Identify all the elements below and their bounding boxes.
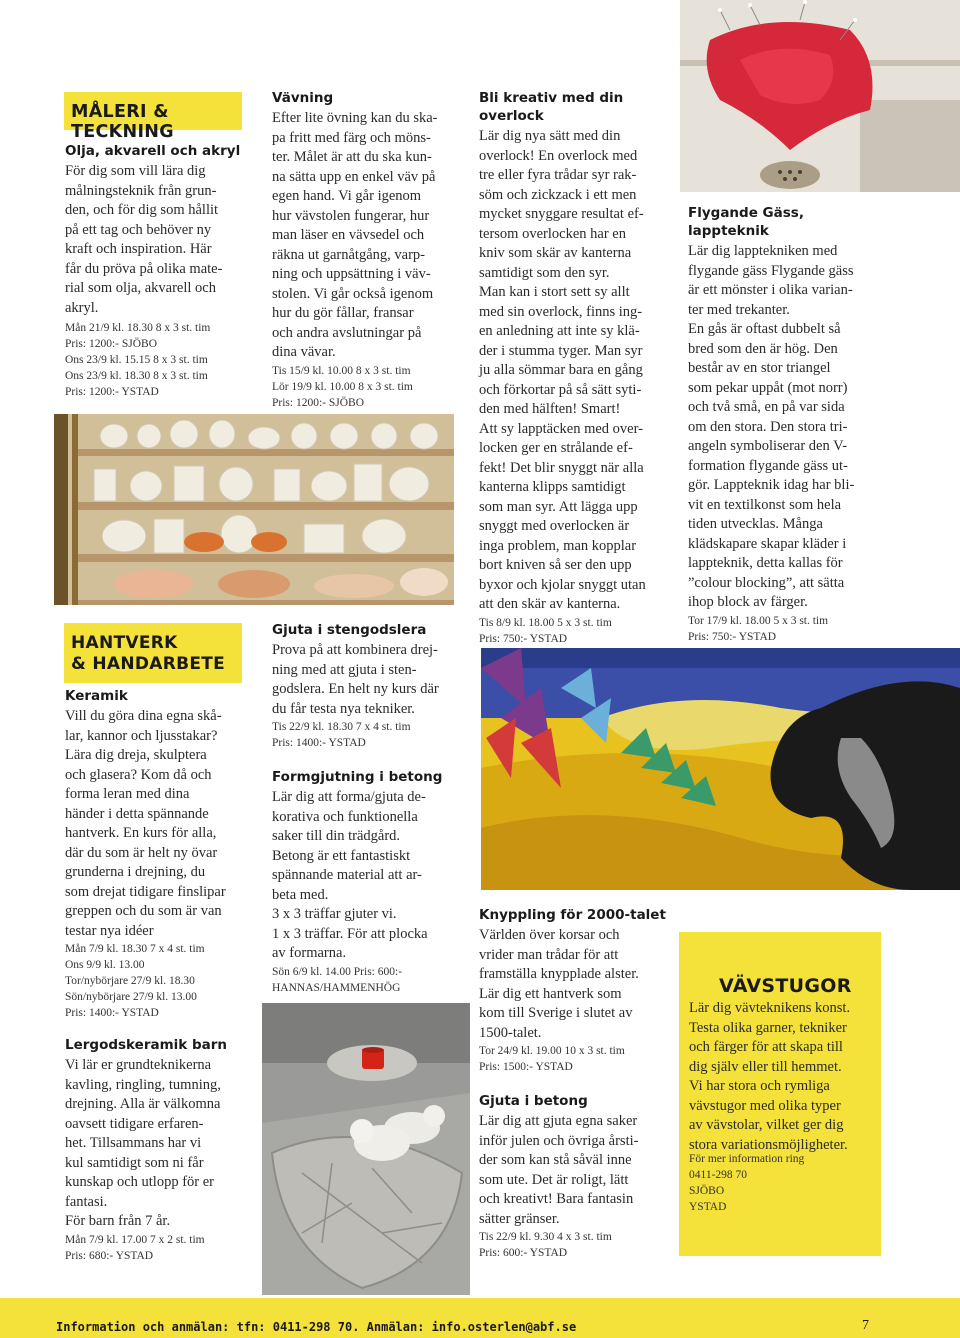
text-line: en anledning att inte sy klä-	[479, 323, 640, 339]
text-line: stora variationsmöjligheter.	[689, 1136, 848, 1153]
text-line: Efter lite övning kan du ska-	[272, 110, 438, 126]
text-line: Lär dig att forma/gjuta de-	[272, 789, 426, 805]
text-line: drejning. Alla är välkomna	[65, 1096, 221, 1112]
maleri-schedule	[65, 320, 255, 400]
text-line: klädskapare skapar kläder i	[688, 535, 847, 552]
text-line: framställa knypplade alster.	[479, 966, 639, 982]
schedule-line: Pris: 1500:- YSTAD	[479, 1061, 573, 1073]
text-line: fekt! Det blir snyggt när alla	[479, 459, 644, 476]
text-line: räkna ut garnåtgång, varp-	[272, 246, 425, 263]
barn-schedule	[65, 1232, 260, 1264]
text-line: hur du gör fållar, fransar	[272, 305, 414, 321]
flygande-title: Flygande Gäss, lappteknik	[688, 205, 804, 239]
footer-contact-text: Information och anmälan: tfn: 0411-298 70. Anmälan: info.osterlen@abf.se	[56, 1320, 577, 1334]
hantverk-heading-line1: HANTVERK	[71, 633, 178, 653]
text-line: får du pröva på olika mate-	[65, 260, 223, 277]
text-line: man läser en vävsedel och	[272, 227, 425, 243]
text-line: rial som olja, akvarell och	[65, 280, 216, 296]
formgjutning-section	[272, 768, 462, 996]
barn-title: Lergodskeramik barn	[65, 1037, 228, 1053]
text-line: vrider man trådar för att	[479, 946, 619, 963]
text-line: greppen och du som är van	[65, 903, 222, 919]
text-line: att den skär av kanterna.	[479, 596, 621, 612]
text-line: vit en textilkonst som hela	[688, 496, 842, 513]
text-line: na sätta upp en enkel väv på	[272, 168, 436, 185]
text-line: som pekar uppåt (mot norr)	[688, 379, 848, 396]
vavning-text	[272, 109, 462, 363]
text-line: händer i detta spännande	[65, 805, 209, 822]
schedule-line: Mån 7/9 kl. 17.00 7 x 2 st. tim	[65, 1233, 205, 1246]
schedule-line: Pris: 750:- YSTAD	[688, 630, 777, 643]
knyppling-section	[479, 906, 674, 1075]
text-line: inga problem, man kopplar	[479, 537, 637, 554]
text-line: ter. Målet är att du ska kun-	[272, 149, 432, 165]
text-line: stolen. Vi går också igenom	[272, 285, 434, 302]
schedule-line: HANNAS/HAMMENHÖG	[272, 981, 401, 994]
overlock-section	[479, 89, 674, 647]
flygande-text	[688, 242, 888, 613]
text-line: Betong är ett fantastiskt	[272, 847, 411, 864]
text-line: der i stumma tyger. Man syr	[479, 342, 643, 359]
text-line: bort kniven så ser den upp	[479, 557, 632, 573]
text-line: bred som den är hög. Den	[688, 340, 838, 357]
text-line: korativa och funktionella	[272, 808, 418, 825]
text-line: tre eller fyra trådar syr rak-	[479, 167, 637, 183]
text-line: testar nya idéer	[65, 922, 154, 939]
vavstugor-box	[679, 932, 881, 1256]
stengods-section	[272, 621, 462, 751]
vavstugor-text	[689, 999, 879, 1155]
keramik-schedule	[65, 941, 260, 1021]
text-line: vävstugor med olika typer	[689, 1097, 841, 1114]
text-line: Prova på att kombinera drej-	[272, 642, 438, 658]
text-line: ju alla sömmar bara en gång	[479, 362, 643, 378]
keramik-text	[65, 707, 260, 941]
text-line: akryl.	[65, 299, 99, 316]
text-line: beta med.	[272, 886, 329, 903]
flygande-section	[688, 204, 888, 645]
footer-bar	[0, 1298, 960, 1338]
text-line: oavsett tidigare erfaren-	[65, 1115, 204, 1132]
text-line: 1 x 3 träffar. För att plocka	[272, 925, 428, 942]
concrete-leaf-photo	[262, 1003, 470, 1295]
text-line: Att sy lapptäcken med over-	[479, 420, 643, 437]
text-line: 1500-talet.	[479, 1024, 542, 1041]
text-line: Vill du göra dina egna skå-	[65, 708, 222, 724]
hantverk-heading-box	[64, 623, 242, 683]
schedule-line: Tis 22/9 kl. 9.30 4 x 3 st. tim	[479, 1231, 612, 1243]
text-line: pa fritt med färg och möns-	[272, 129, 431, 146]
text-line: kanterna klipps samtidigt	[479, 479, 626, 495]
schedule-line: Tor/nybörjare 27/9 kl. 18.30	[65, 975, 195, 987]
text-line: Världen över korsar och	[479, 927, 620, 943]
text-line: formation flygande gäss ut-	[688, 457, 848, 474]
schedule-line: Tis 8/9 kl. 18.00 5 x 3 st. tim	[479, 616, 612, 629]
text-line: overlock! En overlock med	[479, 147, 638, 164]
text-line: tersom overlocken har en	[479, 225, 626, 242]
text-line: mycket snyggare resultat ef-	[479, 206, 644, 222]
text-line: godslera. En helt ny kurs där	[272, 681, 439, 697]
text-line: egen hand. Vi går igenom	[272, 188, 422, 204]
text-line: av formarna.	[272, 945, 347, 961]
quilt-image	[481, 648, 960, 890]
text-line: med sin overlock, finns ing-	[479, 303, 643, 320]
text-line: grunderna i drejning, du	[65, 864, 206, 880]
text-line: är ett mönster i olika varian-	[688, 282, 853, 298]
text-line: där du som är helt ny övar	[65, 844, 218, 861]
text-line: Lär dig vävteknikens konst.	[689, 1000, 851, 1016]
text-line: dina vävar.	[272, 344, 336, 360]
info-line: YSTAD	[689, 1201, 727, 1213]
schedule-line: Mån 7/9 kl. 18.30 7 x 4 st. tim	[65, 943, 205, 955]
schedule-line: Lör 19/9 kl. 10.00 8 x 3 st. tim	[272, 380, 413, 393]
page-number: 7	[862, 1318, 869, 1333]
schedule-line: Pris: 1200:- SJÖBO	[65, 338, 158, 350]
concrete-leaf-image	[262, 1003, 470, 1295]
text-line: kul samtidigt som ni får	[65, 1154, 204, 1171]
stengods-text	[272, 641, 462, 719]
gjuta-betong-text	[479, 1112, 674, 1229]
text-line: Lär dig ett hantverk som	[479, 985, 622, 1002]
schedule-line: Ons 9/9 kl. 13.00	[65, 959, 145, 971]
ceramics-shelf-image	[54, 414, 454, 605]
barn-section	[65, 1036, 260, 1264]
text-line: ihop block av färger.	[688, 594, 808, 610]
text-line: målningsteknik från grun-	[65, 182, 217, 199]
formgjutning-title: Formgjutning i betong	[272, 769, 443, 785]
text-line: het. Tillsammans har vi	[65, 1135, 202, 1151]
knyppling-title: Knyppling för 2000-talet	[479, 907, 666, 923]
text-line: du får testa nya tekniker.	[272, 700, 415, 717]
schedule-line: Pris: 1400:- YSTAD	[65, 1007, 159, 1019]
text-line: För dig som vill lära dig	[65, 163, 206, 179]
text-line: Man kan i stort sett sy allt	[479, 284, 630, 300]
text-line: inför julen och övriga årsti-	[479, 1132, 639, 1149]
vavning-schedule	[272, 363, 462, 411]
formgjutning-text	[272, 788, 462, 964]
pincushion-photo	[680, 0, 960, 192]
stengods-schedule	[272, 719, 462, 751]
text-line: kraft och inspiration. Här	[65, 241, 212, 257]
gjuta-betong-schedule	[479, 1229, 674, 1261]
stengods-title: Gjuta i stengodslera	[272, 622, 427, 638]
text-line: och färger för att skapa till	[689, 1039, 843, 1055]
text-line: söm och zickzack i ett men	[479, 186, 637, 203]
schedule-line: Sön 6/9 kl. 14.00 Pris: 600:-	[272, 965, 403, 978]
flygande-schedule	[688, 613, 888, 645]
text-line: ter med trekanter.	[688, 301, 790, 318]
gjuta-betong-section	[479, 1092, 674, 1261]
text-line: Vi har stora och rymliga	[689, 1078, 830, 1094]
overlock-title: Bli kreativ med din overlock	[479, 90, 624, 124]
ceramics-shelf-photo	[54, 414, 454, 605]
text-line: dig själv eller till hemmet.	[689, 1058, 842, 1075]
overlock-text	[479, 127, 674, 615]
text-line: ”colour blocking”, att sätta	[688, 574, 845, 591]
text-line: samtidigt som den syr.	[479, 264, 610, 281]
schedule-line: Pris: 600:- YSTAD	[479, 1247, 568, 1259]
knyppling-text	[479, 926, 674, 1043]
maleri-course-text	[65, 162, 255, 318]
schedule-line: Pris: 1200:- SJÖBO	[272, 396, 365, 409]
vavning-title: Vävning	[272, 90, 334, 106]
text-line: ning och uppsättning i väv-	[272, 266, 431, 282]
text-line: angeln symboliserar den V-	[688, 438, 848, 454]
text-line: hur vävstolen fungerar, hur	[272, 207, 430, 224]
schedule-line: Pris: 750:- YSTAD	[479, 632, 568, 645]
text-line: byxor och kjolar snyggt utan	[479, 576, 646, 593]
text-line: fantasi.	[65, 1193, 108, 1210]
text-line: Testa olika garner, tekniker	[689, 1019, 847, 1036]
text-line: kunskap och utlopp för er	[65, 1174, 214, 1190]
text-line: som man syr. Att lägga upp	[479, 498, 638, 515]
text-line: kniv som skär av kanterna	[479, 245, 632, 261]
vavning-section	[272, 89, 462, 411]
text-line: der som kan stå såväl inne	[479, 1152, 632, 1168]
text-line: Lär dig lapptekniken med	[688, 243, 838, 259]
text-line: av vävstolar, vilket ger dig	[689, 1117, 844, 1133]
text-line: lappteknik, detta kallas för	[688, 555, 843, 571]
text-line: består av en stor triangel	[688, 360, 831, 376]
schedule-line: Ons 23/9 kl. 15.15 8 x 3 st. tim	[65, 354, 208, 366]
maleri-section	[65, 142, 255, 400]
pincushion-image	[680, 0, 960, 192]
vavstugor-heading: VÄVSTUGOR	[719, 975, 852, 997]
keramik-title: Keramik	[65, 688, 128, 704]
text-line: forma leran med dina	[65, 786, 190, 802]
text-line: som drejat tidigare finslipar	[65, 883, 226, 900]
text-line: den med hälften! Smart!	[479, 401, 621, 417]
knyppling-schedule	[479, 1043, 674, 1075]
text-line: sätter gränser.	[479, 1210, 560, 1227]
text-line: kom till Sverige i slutet av	[479, 1005, 633, 1021]
text-line: flygande gäss Flygande gäss	[688, 262, 854, 279]
vavstugor-info	[689, 1151, 879, 1215]
text-line: och kreativt! Bara fantasin	[479, 1191, 634, 1207]
maleri-heading: MÅLERI & TECKNING	[71, 102, 174, 142]
text-line: ning med att gjuta i sten-	[272, 661, 417, 678]
text-line: lar, kannor och ljusstakar?	[65, 727, 218, 744]
text-line: Lär dig nya sätt med din	[479, 128, 621, 144]
text-line: En gås är oftast dubbelt så	[688, 321, 841, 337]
maleri-heading-box	[64, 92, 242, 142]
schedule-line: Pris: 1200:- YSTAD	[65, 386, 159, 398]
info-line: 0411-298 70	[689, 1169, 748, 1181]
text-line: på ett tag och behöver ny	[65, 221, 212, 238]
text-line: den, och för dig som hållit	[65, 202, 219, 218]
maleri-course-title: Olja, akvarell och akryl	[65, 143, 241, 159]
hantverk-heading-line2: & HANDARBETE	[71, 654, 226, 674]
text-line: och två små, en på var sida	[688, 399, 845, 415]
text-line: snyggt med overlocken är	[479, 518, 630, 534]
schedule-line: Tis 15/9 kl. 10.00 8 x 3 st. tim	[272, 364, 411, 377]
text-line: och glasera? Kom då och	[65, 766, 212, 783]
barn-text	[65, 1056, 260, 1232]
text-line: tiden utvecklas. Många	[688, 516, 823, 532]
info-line: För mer information ring	[689, 1153, 805, 1165]
text-line: saker till din trädgård.	[272, 828, 401, 844]
schedule-line: Pris: 680:- YSTAD	[65, 1249, 154, 1262]
text-line: och förkortar på så sätt syti-	[479, 381, 642, 398]
schedule-line: Ons 23/9 kl. 18.30 8 x 3 st. tim	[65, 370, 208, 382]
text-line: och andra avslutningar på	[272, 324, 422, 341]
keramik-section	[65, 687, 260, 1021]
text-line: 3 x 3 träffar gjuter vi.	[272, 906, 397, 922]
text-line: kavling, ringling, tumning,	[65, 1076, 221, 1093]
schedule-line: Mån 21/9 kl. 18.30 8 x 3 st. tim	[65, 322, 211, 334]
quilt-photo	[481, 648, 960, 890]
text-line: spännande material att ar-	[272, 867, 422, 883]
schedule-line: Pris: 1400:- YSTAD	[272, 737, 366, 749]
text-line: hantverk. En kurs för alla,	[65, 825, 217, 841]
schedule-line: Sön/nybörjare 27/9 kl. 13.00	[65, 991, 197, 1003]
text-line: locken ger en strålande ef-	[479, 440, 633, 456]
text-line: gör. Lappteknik idag har bli-	[688, 477, 855, 493]
formgjutning-schedule	[272, 964, 462, 996]
gjuta-betong-title: Gjuta i betong	[479, 1093, 588, 1109]
overlock-schedule	[479, 615, 674, 647]
schedule-line: Tor 24/9 kl. 19.00 10 x 3 st. tim	[479, 1045, 625, 1057]
text-line: om den stora. Den stora tri-	[688, 418, 848, 435]
schedule-line: Tis 22/9 kl. 18.30 7 x 4 st. tim	[272, 721, 411, 733]
text-line: Vi lär er grundteknikerna	[65, 1057, 212, 1073]
text-line: som ute. Det är roligt, lätt	[479, 1171, 629, 1188]
schedule-line: Tor 17/9 kl. 18.00 5 x 3 st. tim	[688, 614, 829, 627]
text-line: För barn från 7 år.	[65, 1213, 171, 1229]
text-line: Lära dig dreja, skulptera	[65, 747, 207, 763]
text-line: Lär dig att gjuta egna saker	[479, 1113, 638, 1129]
info-line: SJÖBO	[689, 1185, 725, 1197]
